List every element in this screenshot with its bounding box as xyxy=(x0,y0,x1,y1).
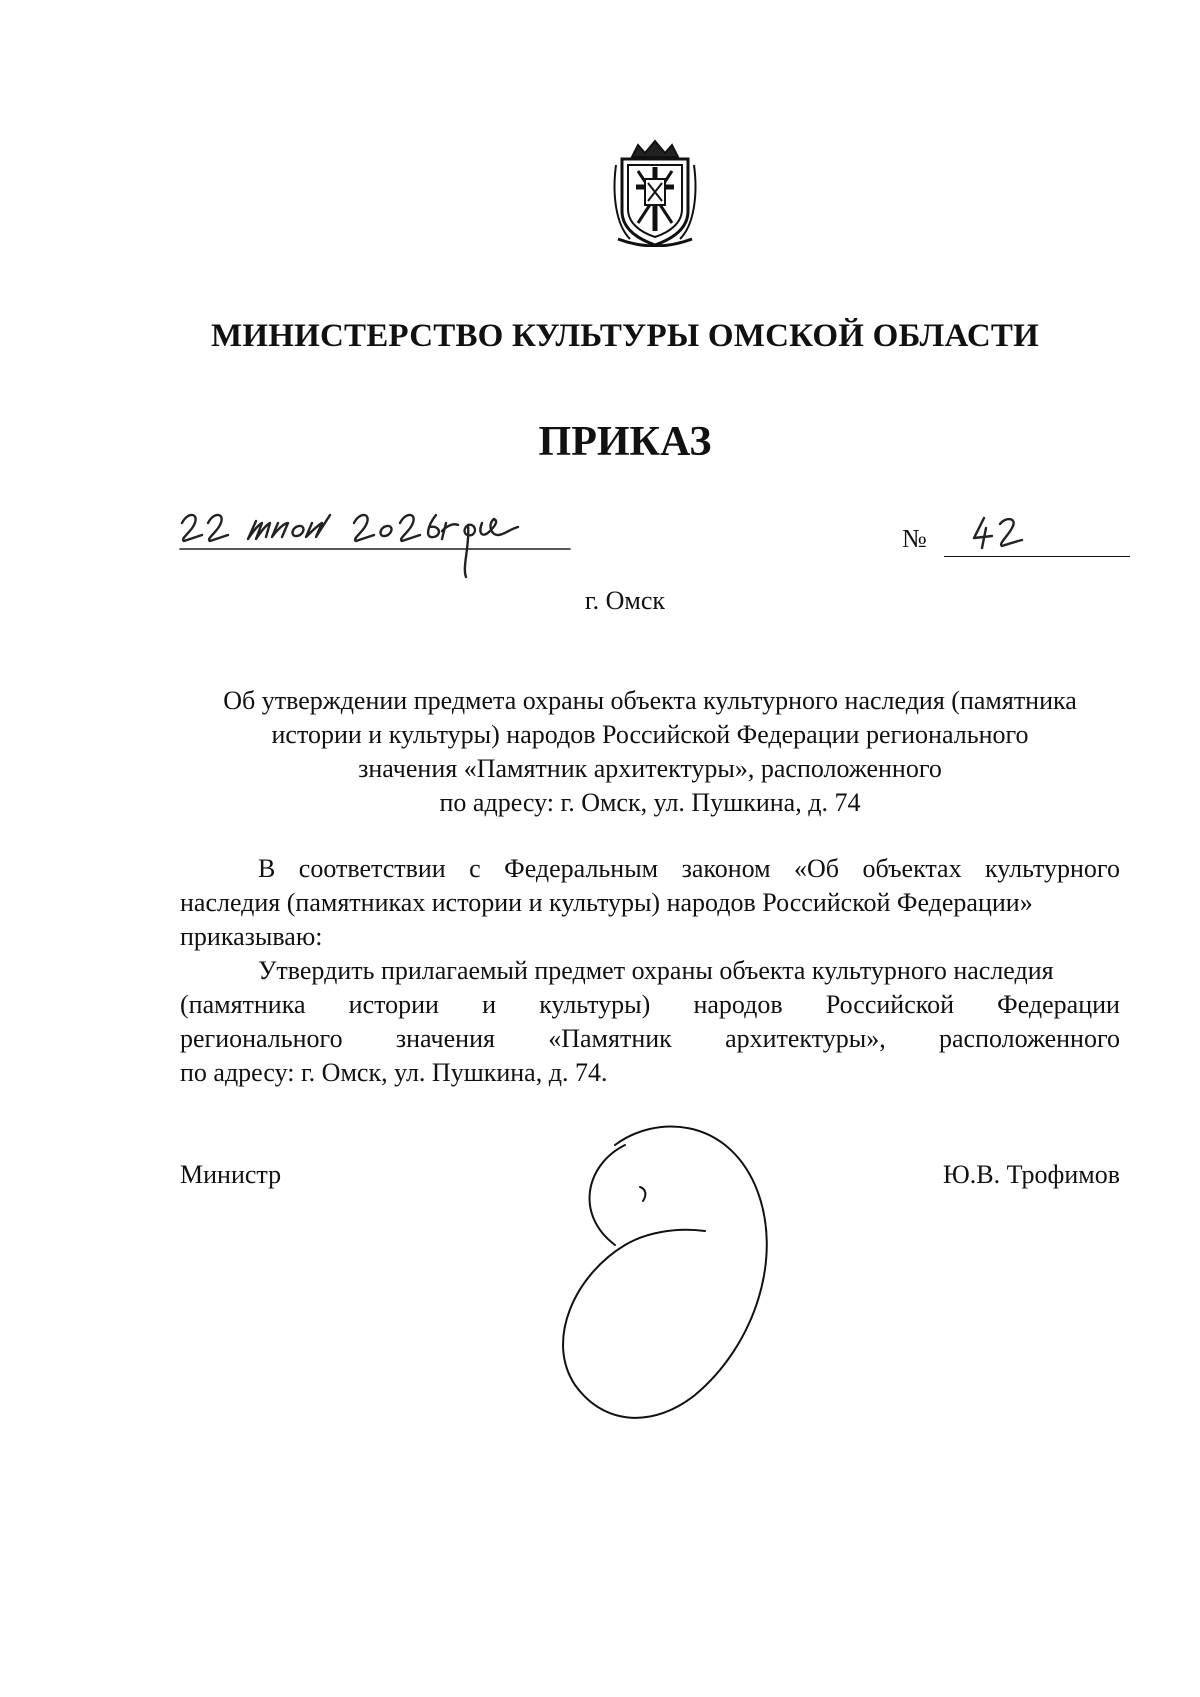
subject-line-2: истории и культуры) народов Российской Федерации регионального xyxy=(271,720,1029,749)
order-body xyxy=(180,852,1120,1090)
handwritten-number xyxy=(970,514,1040,554)
p1-line-1: В соответствии с Федеральным законом «Об объектах культурного xyxy=(258,854,1120,883)
subject-line-4: по адресу: г. Омск, ул. Пушкина, д. 74 xyxy=(439,788,861,817)
order-number-field xyxy=(902,520,1130,560)
paragraph-2 xyxy=(180,954,1120,1090)
subject-line-3: значения «Памятник архитектуры», расположенного xyxy=(358,754,942,783)
handwritten-date xyxy=(178,505,618,595)
p2-line-2: (памятника истории и культуры) народов Российской Федерации xyxy=(180,990,1120,1019)
order-subject xyxy=(180,684,1120,820)
p2-line-1: Утвердить прилагаемый предмет охраны объекта культурного наследия xyxy=(258,956,1054,985)
city-line: г. Омск xyxy=(584,586,666,615)
signatory-name: Ю.В. Трофимов xyxy=(943,1160,1120,1189)
number-underline xyxy=(944,556,1130,557)
p2-line-3: регионального значения «Памятник архитектуры», расположенного xyxy=(180,1024,1120,1053)
p2-line-4: по адресу: г. Омск, ул. Пушкина, д. 74. xyxy=(180,1058,608,1087)
document-type-title: ПРИКАЗ xyxy=(538,419,712,465)
ministry-name: МИНИСТЕРСТВО КУЛЬТУРЫ ОМСКОЙ ОБЛАСТИ xyxy=(211,318,1039,354)
coat-of-arms-icon xyxy=(612,135,698,247)
paragraph-1 xyxy=(180,852,1120,954)
signatory-role: Министр xyxy=(180,1160,282,1189)
number-sign: № xyxy=(902,524,927,553)
p1-line-2: наследия (памятниках истории и культуры) народов Российской Федерации» xyxy=(180,888,1033,917)
handwritten-signature xyxy=(545,1115,845,1430)
subject-line-1: Об утверждении предмета охраны объекта культурного наследия (памятника xyxy=(223,686,1077,715)
p1-line-3: приказываю: xyxy=(180,922,323,951)
